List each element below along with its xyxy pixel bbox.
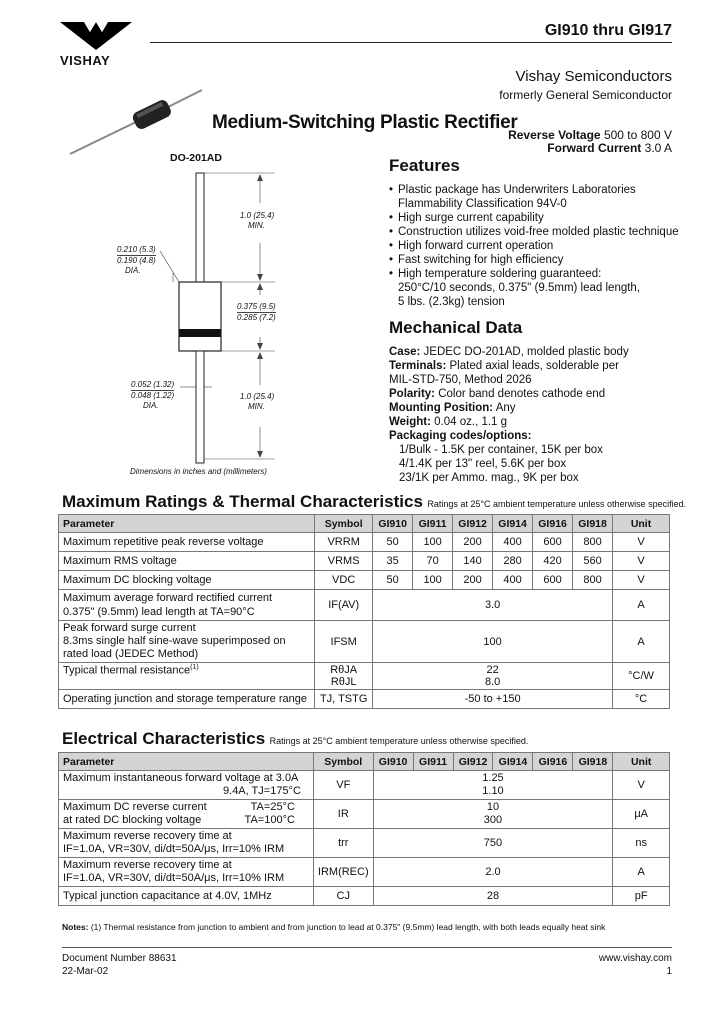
param-line: IF=1.0A, VR=30V, di/dt=50A/μs, Irr=10% IRM [63, 872, 285, 884]
body-length-min: 0.285 (7.2) [237, 313, 276, 322]
lead-diameter-max: 0.052 (1.32) [131, 380, 175, 389]
table-row [59, 887, 670, 906]
col-header: GI910 [373, 515, 413, 533]
electrical-note: Ratings at 25°C ambient temperature unless otherwise specified. [269, 736, 529, 746]
param-text: Typical thermal resistance [63, 664, 191, 677]
terminals-value: Plated axial leads, solderable per [449, 360, 619, 372]
table-row [59, 533, 670, 552]
value-line: 22 [486, 664, 499, 676]
max-ratings-table [58, 514, 670, 709]
unit-cell: A [613, 858, 670, 887]
table-row [59, 621, 670, 663]
feature-item: • Fast switching for high efficiency [389, 253, 689, 267]
symbol-cell: VRRM [315, 533, 373, 552]
body-diameter-max: 0.210 (5.3) [117, 245, 156, 254]
param-line: 9.4A, TJ=175°C [223, 785, 301, 797]
symbol-line: RθJL [330, 676, 357, 688]
feature-item: • High temperature soldering guaranteed: [389, 267, 689, 281]
value-cell: 420 [533, 552, 573, 571]
value-cell: 200 [453, 571, 493, 590]
unit-cell: V [613, 771, 670, 800]
value-line: 300 [483, 814, 503, 826]
unit-cell: V [613, 552, 670, 571]
param-line: Peak forward surge current [63, 622, 196, 634]
param-condition: TA=25°C [250, 801, 295, 813]
param-line: Maximum DC reverse current [63, 801, 207, 813]
value-cell: -50 to +150 [373, 690, 613, 709]
param-cell: Maximum repetitive peak reverse voltage [59, 533, 315, 552]
dim-lead-diameter [131, 380, 174, 411]
lead-diameter-dia: DIA. [143, 401, 159, 410]
logo-text: VISHAY [60, 53, 111, 68]
reverse-voltage-value: 500 to 800 V [603, 128, 672, 142]
value-line: 10 [486, 801, 500, 813]
value-line: 8.0 [484, 676, 501, 688]
symbol-cell [315, 663, 373, 690]
unit-cell: °C [613, 690, 670, 709]
package-label: DO-201AD [170, 152, 222, 164]
table-row [59, 829, 670, 858]
value-cell [373, 771, 613, 800]
value-cell: 28 [373, 887, 613, 906]
value-cell: 600 [533, 571, 573, 590]
packaging-option: 1/Bulk - 1.5K per container, 15K per box [399, 444, 603, 456]
features-heading: Features [389, 156, 460, 175]
table-row [59, 858, 670, 887]
param-cell [59, 829, 314, 858]
param-line: IF=1.0A, VR=30V, di/dt=50A/μs, Irr=10% IRM [63, 843, 285, 855]
param-cell: Maximum DC blocking voltage [59, 571, 315, 590]
col-header: GI911 [413, 753, 453, 771]
feature-item-cont: 5 lbs. (2.3kg) tension [398, 296, 505, 308]
table-row [59, 590, 670, 621]
value-cell: 50 [373, 533, 413, 552]
unit-cell: °C/W [613, 663, 670, 690]
diode-photo [66, 86, 206, 158]
symbol-cell: IRM(REC) [313, 858, 373, 887]
footnote-ref: (1) [190, 664, 199, 671]
symbol-cell: CJ [313, 887, 373, 906]
param-cell [59, 621, 315, 663]
header-title: GI910 thru GI917 [544, 22, 672, 39]
param-line: Maximum reverse recovery time at [63, 859, 232, 871]
max-ratings-note: Ratings at 25°C ambient temperature unless otherwise specified. [427, 499, 687, 509]
table-row [59, 800, 670, 829]
value-cell: 280 [493, 552, 533, 571]
col-header: Symbol [315, 515, 373, 533]
max-ratings-title-row [62, 492, 686, 512]
param-cell [59, 800, 314, 829]
symbol-cell: VRMS [315, 552, 373, 571]
param-cell [59, 590, 315, 621]
mechanical-data [389, 345, 699, 485]
col-header: GI910 [373, 753, 413, 771]
col-header: Unit [613, 753, 670, 771]
polarity-value: Color band denotes cathode end [438, 388, 606, 400]
param-line: 0.375" (9.5mm) lead length at TA=90°C [63, 606, 255, 618]
document-date: 22-Mar-02 [62, 966, 109, 977]
param-line: Maximum reverse recovery time at [63, 830, 232, 842]
value-cell: 100 [413, 533, 453, 552]
feature-item: • Plastic package has Underwriters Laboratories [389, 183, 689, 197]
product-title: Medium-Switching Plastic Rectifier [212, 112, 518, 133]
param-cell: Typical junction capacitance at 4.0V, 1MHz [59, 887, 314, 906]
footer-rule [62, 947, 672, 948]
weight-value: 0.04 oz., 1.1 g [434, 416, 508, 428]
value-cell: 560 [573, 552, 613, 571]
lead-length-bottom-min: MIN. [248, 402, 265, 411]
mechanical-heading: Mechanical Data [389, 318, 523, 337]
dim-body-length [237, 302, 276, 323]
unit-cell: pF [613, 887, 670, 906]
electrical-title-row [62, 729, 528, 749]
symbol-cell: IFSM [315, 621, 373, 663]
forward-current-spec [547, 141, 672, 155]
table-header-row [59, 753, 670, 771]
reverse-voltage-spec [508, 128, 672, 142]
unit-cell: ns [613, 829, 670, 858]
value-cell [373, 663, 613, 690]
param-line: rated load (JEDEC Method) [63, 648, 199, 660]
company-name: Vishay Semiconductors [515, 68, 672, 85]
forward-current-value: 3.0 A [644, 141, 672, 155]
website-link[interactable]: www.vishay.com [598, 953, 672, 964]
value-cell: 100 [373, 621, 613, 663]
param-cell [59, 771, 314, 800]
table-row [59, 571, 670, 590]
value-cell: 100 [413, 571, 453, 590]
case-label: Case: [389, 346, 421, 358]
body-diameter-min: 0.190 (4.8) [117, 256, 156, 265]
document-number: Document Number 88631 [62, 953, 177, 964]
body-length-max: 0.375 (9.5) [237, 302, 276, 311]
reverse-voltage-label: Reverse Voltage [508, 128, 601, 142]
symbol-cell: trr [313, 829, 373, 858]
param-condition: TA=100°C [244, 814, 295, 826]
table-header-row [59, 515, 670, 533]
col-header: GI912 [453, 753, 493, 771]
value-cell: 3.0 [373, 590, 613, 621]
dimension-caption: Dimensions in inches and (millimeters) [130, 467, 267, 476]
feature-item-cont: 250°C/10 seconds, 0.375" (9.5mm) lead length, [398, 282, 641, 294]
param-line: 8.3ms single half sine-wave superimposed on [63, 635, 286, 647]
value-line: 1.25 [482, 772, 504, 784]
feature-item: • High forward current operation [389, 239, 689, 253]
col-header: GI916 [533, 515, 573, 533]
max-ratings-heading: Maximum Ratings & Thermal Characteristics [62, 492, 423, 511]
col-header: GI918 [573, 753, 613, 771]
forward-current-label: Forward Current [547, 141, 642, 155]
value-cell: 800 [573, 533, 613, 552]
symbol-cell: IR [313, 800, 373, 829]
table-row [59, 771, 670, 800]
unit-cell: V [613, 533, 670, 552]
vishay-logo [60, 22, 132, 68]
param-cell: Maximum RMS voltage [59, 552, 315, 571]
param-line: Maximum instantaneous forward voltage at 3.0A [63, 772, 299, 784]
col-header: Unit [613, 515, 670, 533]
packaging-label: Packaging codes/options: [389, 430, 532, 442]
feature-item-cont: Flammability Classification 94V-0 [398, 198, 567, 210]
notes-text: (1) Thermal resistance from junction to ambient and from junction to lead at 0.375" (9.5mm) lead length, with both leads equally heat sink [90, 922, 606, 932]
value-cell: 800 [573, 571, 613, 590]
dim-lead-length-bottom [240, 392, 274, 412]
value-cell: 35 [373, 552, 413, 571]
value-cell: 70 [413, 552, 453, 571]
value-cell: 2.0 [373, 858, 613, 887]
case-value: JEDEC DO-201AD, molded plastic body [423, 346, 629, 358]
electrical-table [58, 752, 670, 906]
header-rule [150, 42, 672, 43]
unit-cell: A [613, 590, 670, 621]
notes [62, 922, 605, 932]
lead-length-bottom-value: 1.0 (25.4) [240, 392, 275, 401]
packaging-option: 23/1K per Ammo. mag., 9K per box [399, 472, 579, 484]
symbol-cell: TJ, TSTG [315, 690, 373, 709]
value-cell: 400 [493, 533, 533, 552]
value-cell: 750 [373, 829, 613, 858]
formerly-text: formerly General Semiconductor [499, 88, 672, 102]
feature-item: • Construction utilizes void-free molded plastic technique [389, 225, 689, 239]
value-cell: 140 [453, 552, 493, 571]
unit-cell: A [613, 621, 670, 663]
symbol-line: RθJA [330, 664, 358, 676]
param-line: at rated DC blocking voltage [63, 814, 202, 826]
col-header: GI918 [573, 515, 613, 533]
unit-cell: μA [613, 800, 670, 829]
mounting-value: Any [495, 402, 516, 414]
col-header: Symbol [313, 753, 373, 771]
symbol-cell: IF(AV) [315, 590, 373, 621]
value-cell: 600 [533, 533, 573, 552]
lead-length-top-min: MIN. [248, 221, 265, 230]
col-header: GI912 [453, 515, 493, 533]
param-line: Maximum average forward rectified current [63, 592, 273, 604]
col-header: GI911 [413, 515, 453, 533]
terminals-label: Terminals: [389, 360, 447, 372]
symbol-cell: VDC [315, 571, 373, 590]
mounting-label: Mounting Position: [389, 402, 494, 414]
col-header: Parameter [59, 515, 315, 533]
value-line: 1.10 [482, 785, 504, 797]
dim-body-diameter [117, 245, 156, 276]
lead-length-top-value: 1.0 (25.4) [240, 211, 275, 220]
dim-lead-length-top [240, 211, 274, 231]
col-header: GI914 [493, 515, 533, 533]
packaging-option: 4/1.4K per 13" reel, 5.6K per box [399, 458, 567, 470]
polarity-label: Polarity: [389, 388, 436, 400]
symbol-cell: VF [313, 771, 373, 800]
notes-label: Notes: [62, 922, 89, 932]
param-cell: Operating junction and storage temperature range [59, 690, 315, 709]
feature-item: • High surge current capability [389, 211, 689, 225]
table-row [59, 552, 670, 571]
lead-diameter-min: 0.048 (1.22) [131, 391, 175, 400]
value-cell [373, 800, 613, 829]
terminals-value-cont: MIL-STD-750, Method 2026 [389, 374, 532, 386]
body-diameter-dia: DIA. [125, 266, 141, 275]
value-cell: 400 [493, 571, 533, 590]
table-row [59, 690, 670, 709]
param-cell [59, 858, 314, 887]
weight-label: Weight: [389, 416, 431, 428]
value-cell: 200 [453, 533, 493, 552]
unit-cell: V [613, 571, 670, 590]
features-list [389, 183, 689, 309]
col-header: GI916 [533, 753, 573, 771]
electrical-heading: Electrical Characteristics [62, 729, 266, 748]
param-cell [59, 663, 315, 690]
col-header: GI914 [493, 753, 533, 771]
col-header: Parameter [59, 753, 314, 771]
page-number: 1 [666, 966, 672, 977]
table-row [59, 663, 670, 690]
value-cell: 50 [373, 571, 413, 590]
